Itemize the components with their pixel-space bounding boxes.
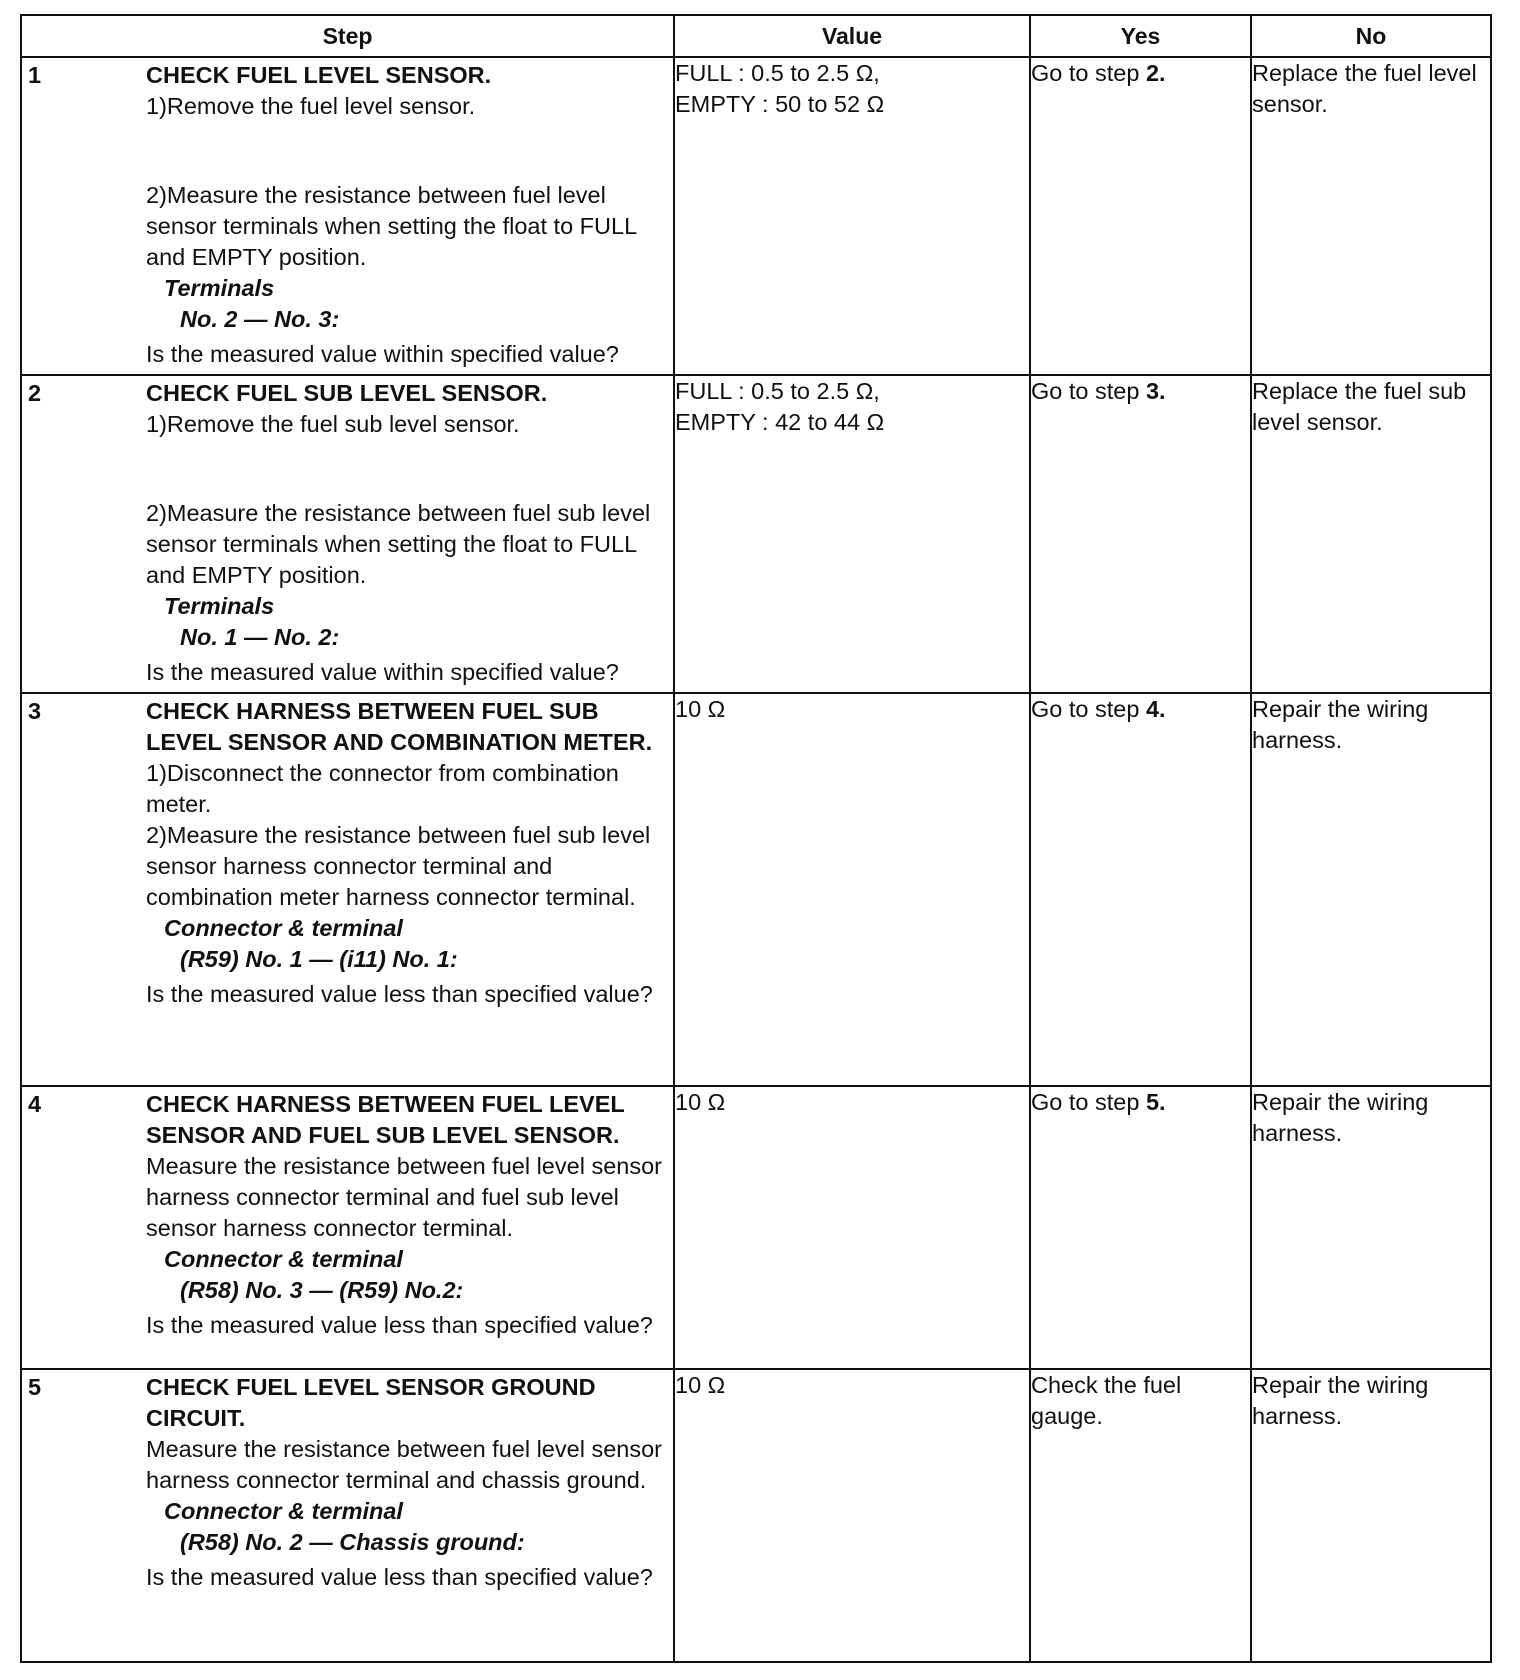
step-instruction: 1)Remove the fuel level sensor.	[146, 93, 476, 119]
value-cell	[674, 375, 1030, 693]
spec-value: (R59) No. 1 — (i11) No. 1:	[180, 946, 458, 972]
table-row	[21, 693, 1491, 1086]
step-question: Is the measured value less than specified value?	[146, 1564, 653, 1590]
value-cell	[674, 1369, 1030, 1662]
yes-cell	[1030, 57, 1251, 375]
value-line: 10 Ω	[675, 1089, 726, 1115]
no-cell	[1251, 375, 1491, 693]
step-instruction: 1)Disconnect the connector from combination meter.	[146, 760, 619, 817]
yes-cell	[1030, 693, 1251, 1086]
header-step: Step	[21, 15, 674, 57]
table-row	[21, 1369, 1491, 1662]
spec-value: No. 2 — No. 3:	[180, 306, 340, 332]
diagnostic-procedure-page	[20, 14, 1490, 1663]
spec-value: (R58) No. 2 — Chassis ground:	[180, 1529, 525, 1555]
no-text: Repair the wiring harness.	[1252, 1372, 1429, 1429]
yes-cell	[1030, 375, 1251, 693]
step-title: CHECK HARNESS BETWEEN FUEL SUB LEVEL SENSOR AND COMBINATION METER.	[146, 698, 653, 755]
step-instruction: 2)Measure the resistance between fuel sub level sensor harness connector terminal and combination meter harness connector terminal.	[146, 822, 651, 910]
step-cell	[21, 375, 674, 693]
table-row	[21, 1086, 1491, 1369]
step-instruction: 2)Measure the resistance between fuel sub level sensor terminals when setting the float to FULL and EMPTY position.	[146, 500, 651, 588]
value-line: EMPTY : 42 to 44 Ω	[675, 409, 885, 435]
header-value: Value	[674, 15, 1030, 57]
value-cell	[674, 57, 1030, 375]
spec-label: Connector & terminal	[164, 1246, 403, 1272]
step-cell	[21, 693, 674, 1086]
step-number: 2	[28, 380, 42, 406]
step-instruction: 1)Remove the fuel sub level sensor.	[146, 411, 520, 437]
step-number: 4	[28, 1091, 42, 1117]
yes-text: Check the fuel gauge.	[1031, 1372, 1182, 1429]
yes-text: Go to step	[1031, 60, 1146, 86]
yes-step-ref: 5.	[1145, 1089, 1166, 1115]
step-number: 3	[28, 698, 42, 724]
yes-text: Go to step	[1031, 378, 1146, 404]
step-title: CHECK FUEL LEVEL SENSOR.	[146, 62, 492, 88]
step-number: 1	[28, 62, 42, 88]
diagnostic-table	[20, 14, 1492, 1663]
spec-value: No. 1 — No. 2:	[180, 624, 340, 650]
value-line: EMPTY : 50 to 52 Ω	[675, 91, 885, 117]
step-question: Is the measured value less than specified value?	[146, 1312, 653, 1338]
table-row	[21, 375, 1491, 693]
step-cell	[21, 1086, 674, 1369]
table-row	[21, 57, 1491, 375]
step-question: Is the measured value within specified value?	[146, 341, 619, 367]
value-line: FULL : 0.5 to 2.5 Ω,	[675, 378, 880, 404]
no-text: Repair the wiring harness.	[1252, 696, 1429, 753]
step-instruction: 2)Measure the resistance between fuel level sensor terminals when setting the float to FULL and EMPTY position.	[146, 182, 637, 270]
yes-cell	[1030, 1086, 1251, 1369]
step-title: CHECK FUEL SUB LEVEL SENSOR.	[146, 380, 548, 406]
step-question: Is the measured value within specified value?	[146, 659, 619, 685]
yes-cell	[1030, 1369, 1251, 1662]
step-instruction: Measure the resistance between fuel level sensor harness connector terminal and chassis ground.	[146, 1436, 662, 1493]
step-title: CHECK FUEL LEVEL SENSOR GROUND CIRCUIT.	[146, 1374, 596, 1431]
no-text: Repair the wiring harness.	[1252, 1089, 1429, 1146]
header-no: No	[1251, 15, 1491, 57]
yes-text: Go to step	[1031, 1089, 1146, 1115]
value-cell	[674, 1086, 1030, 1369]
step-title: CHECK HARNESS BETWEEN FUEL LEVEL SENSOR AND FUEL SUB LEVEL SENSOR.	[146, 1091, 625, 1148]
yes-step-ref: 2.	[1145, 60, 1166, 86]
no-cell	[1251, 1369, 1491, 1662]
no-text: Replace the fuel sub level sensor.	[1252, 378, 1467, 435]
no-cell	[1251, 57, 1491, 375]
step-question: Is the measured value less than specified value?	[146, 981, 653, 1007]
value-line: 10 Ω	[675, 1372, 726, 1398]
no-cell	[1251, 693, 1491, 1086]
table-header-row	[21, 15, 1491, 57]
header-yes: Yes	[1030, 15, 1251, 57]
step-instruction: Measure the resistance between fuel level sensor harness connector terminal and fuel sub level sensor harness connector terminal.	[146, 1153, 662, 1241]
spec-label: Connector & terminal	[164, 915, 403, 941]
yes-step-ref: 4.	[1145, 696, 1166, 722]
no-cell	[1251, 1086, 1491, 1369]
value-line: FULL : 0.5 to 2.5 Ω,	[675, 60, 880, 86]
step-number: 5	[28, 1374, 42, 1400]
step-cell	[21, 57, 674, 375]
step-cell	[21, 1369, 674, 1662]
spec-value: (R58) No. 3 — (R59) No.2:	[180, 1277, 464, 1303]
spec-label: Terminals	[164, 275, 275, 301]
value-line: 10 Ω	[675, 696, 726, 722]
no-text: Replace the fuel level sensor.	[1252, 60, 1477, 117]
spec-label: Terminals	[164, 593, 275, 619]
spec-label: Connector & terminal	[164, 1498, 403, 1524]
value-cell	[674, 693, 1030, 1086]
yes-step-ref: 3.	[1145, 378, 1166, 404]
yes-text: Go to step	[1031, 696, 1146, 722]
